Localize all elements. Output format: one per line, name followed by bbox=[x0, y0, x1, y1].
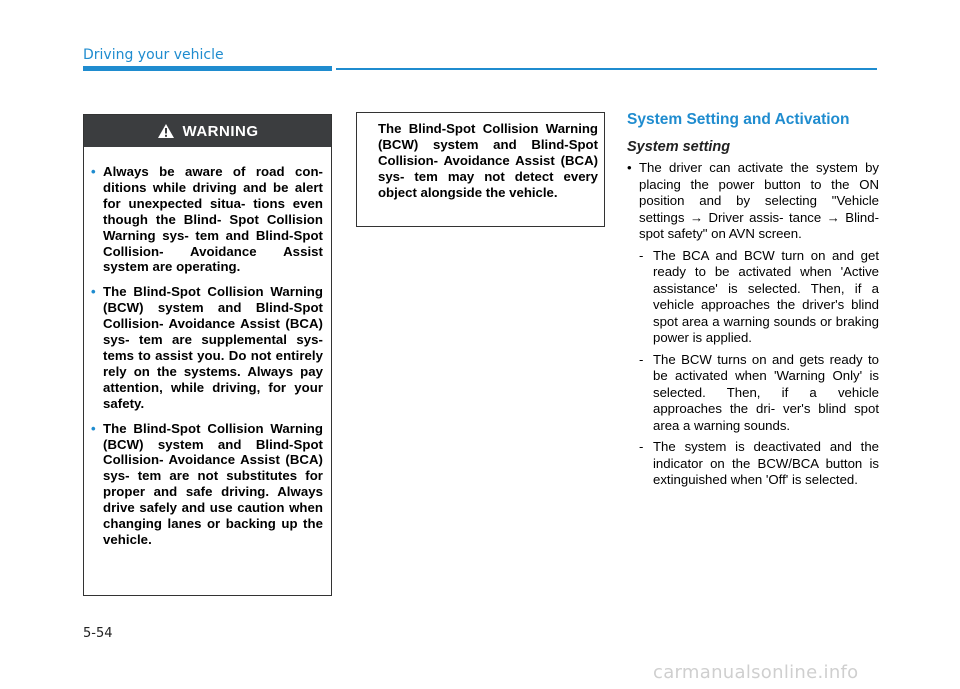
warning-label: WARNING bbox=[182, 122, 259, 140]
warning-triangle-icon bbox=[157, 123, 175, 139]
system-setting-section bbox=[627, 110, 879, 494]
system-heading: System Setting and Activation bbox=[627, 111, 850, 128]
warning-header bbox=[84, 115, 331, 147]
header-rule-thin bbox=[336, 68, 877, 70]
warning-box bbox=[83, 114, 332, 596]
warning-list bbox=[84, 147, 331, 548]
system-subheading: System setting bbox=[627, 139, 731, 155]
warning-item: • Always be aware of road con- ditions while driving and be alert for unexpected situa- tions even though the Blind- Spot Collision Warning sys- tem and Blind-Spot Collision- Avoidance Assist system are operating. bbox=[91, 164, 323, 275]
header-rule-thick bbox=[83, 66, 332, 71]
sub-item: - The BCA and BCW turn on and get ready to be activated when 'Active assistance' is selected. Then, if a vehicle approaches the driver's blind spot area a warning sounds or braking power is applied. bbox=[639, 247, 879, 345]
watermark-text: carmanualsonline.info bbox=[653, 662, 859, 683]
sub-item: - The BCW turns on and gets ready to be activated when 'Warning Only' is selected. Then, if a vehicle approaches the dri- ver's blind spot area a warning sounds. bbox=[639, 351, 879, 433]
section-title: Driving your vehicle bbox=[83, 47, 224, 63]
note-text: The Blind-Spot Collision Warning (BCW) system and Blind-Spot Collision- Avoidance Assist (BCA) sys- tem may not detect every object alongside the vehicle. bbox=[378, 121, 598, 200]
sub-item: - The system is deactivated and the indicator on the BCW/BCA button is extinguished when 'Off' is selected. bbox=[639, 439, 879, 487]
page-number: 5-54 bbox=[83, 626, 113, 641]
system-sub-list bbox=[639, 248, 879, 489]
warning-item: • The Blind-Spot Collision Warning (BCW) system and Blind-Spot Collision- Avoidance Assist (BCA) sys- tem are supplemental sys- tems to assist you. Do not entirely rely on the systems. Always pay attention, while driving, for your safety. bbox=[91, 284, 323, 411]
note-box bbox=[356, 112, 605, 227]
system-bullet: • The driver can activate the system by placing the power button to the ON position and by selecting "Vehicle settings → Driver assis- tance → Blind-spot safety" on AVN screen. bbox=[627, 160, 879, 241]
warning-item: • The Blind-Spot Collision Warning (BCW) system and Blind-Spot Collision- Avoidance Assist (BCA) sys- tem are not substitutes for proper and safe driving. Always drive safely and use caution when changing lanes or backing up the vehicle. bbox=[91, 420, 323, 547]
